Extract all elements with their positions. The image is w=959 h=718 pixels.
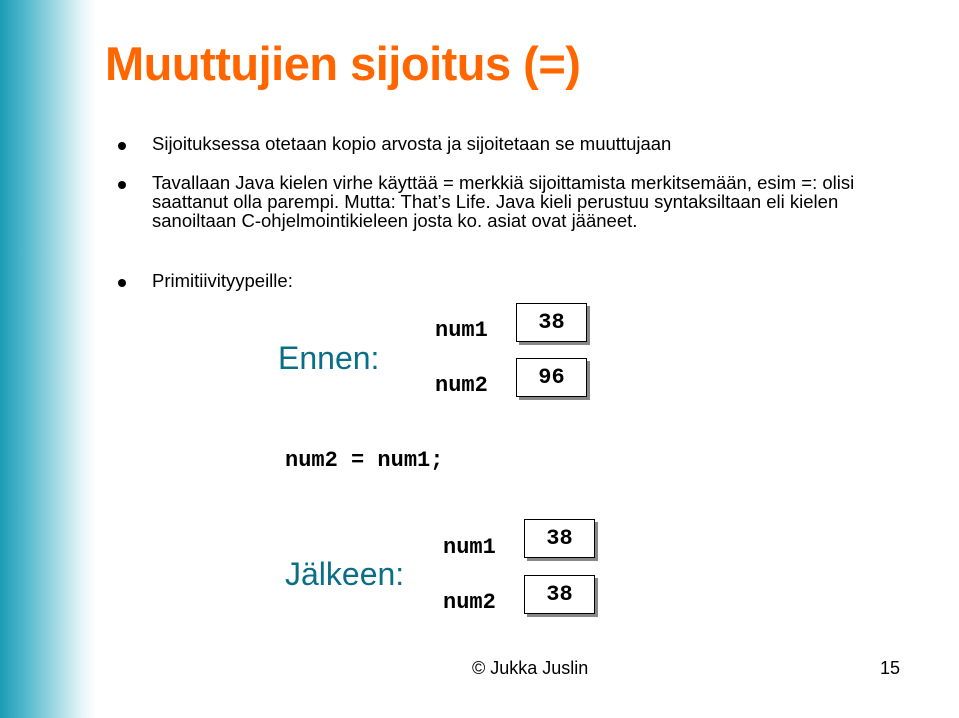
after-value-1: 38 <box>546 526 573 551</box>
before-value-box-2 <box>516 358 587 397</box>
assignment-statement: num2 = num1; <box>285 448 444 473</box>
footer-copyright: © Jukka Juslin <box>472 658 589 678</box>
bullet-text-3: Primitiivityypeille: <box>152 270 293 291</box>
bullet-text-1: Sijoituksessa otetaan kopio arvosta ja sijoitetaan se muuttujaan <box>152 133 672 154</box>
after-value-box-1 <box>524 519 595 558</box>
slide-title: Muuttujien sijoitus (=) <box>105 37 581 90</box>
before-value-box-1 <box>516 303 587 342</box>
after-value-2: 38 <box>546 582 573 607</box>
before-value-1: 38 <box>538 310 565 335</box>
after-value-box-2 <box>524 575 595 614</box>
decorative-side-bar <box>0 0 96 718</box>
before-label: Ennen: <box>278 340 380 376</box>
after-var2: num2 <box>443 590 496 615</box>
after-label: Jälkeen: <box>285 556 405 592</box>
before-var2: num2 <box>435 373 488 398</box>
bullet-text-2: Tavallaan Java kielen virhe käyttää = merkkiä sijoittamista merkitsemään, esim =: olisi saattanut olla parempi. Mutta: That’s Life. Java kieli perustuu syntaksiltaan eli kielen sanoiltaan C-ohjelmointikieleen josta ko. asiat ovat jääneet. <box>152 172 855 231</box>
page-number: 15 <box>880 658 901 678</box>
bullet-dot <box>118 181 126 189</box>
bullet-dot <box>118 279 126 287</box>
bullet-dot <box>118 142 126 150</box>
before-value-2: 96 <box>538 365 565 390</box>
after-var1: num1 <box>443 535 496 560</box>
before-var1: num1 <box>435 318 488 343</box>
